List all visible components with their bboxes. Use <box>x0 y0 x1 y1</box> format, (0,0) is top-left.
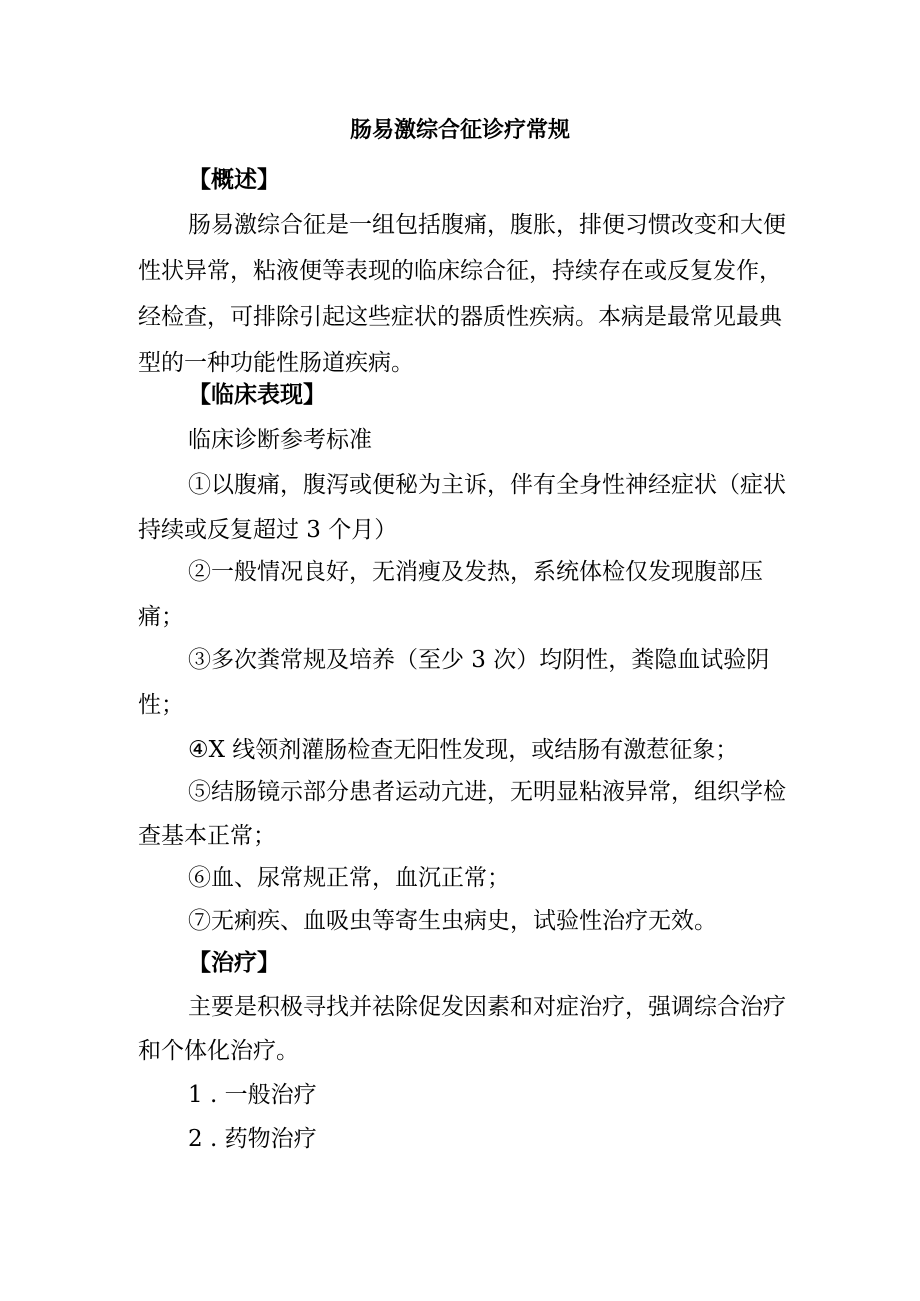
section-heading-treatment: 【治疗】 <box>188 950 280 976</box>
criteria-line: ⑥血、尿常规正常，血沉正常； <box>188 865 510 891</box>
criteria-line: ⑦无痢疾、血吸虫等寄生虫病史，试验性治疗无效。 <box>188 908 717 934</box>
criteria-line: ①以腹痛，腹泻或便秘为主诉，伴有全身性神经症状（症状 <box>188 472 786 498</box>
criteria-line: 查基本正常； <box>138 823 276 849</box>
list-item-general-treatment: 1 . 一般治疗 <box>188 1082 317 1108</box>
list-item-drug-treatment: 2 . 药物治疗 <box>188 1126 317 1152</box>
paragraph-line: 和个体化治疗。 <box>138 1038 299 1064</box>
document-title: 肠易激综合征诊疗常规 <box>349 118 570 143</box>
subheading-diagnostic-criteria: 临床诊断参考标准 <box>188 427 372 453</box>
paragraph-line: 肠易激综合征是一组包括腹痛，腹胀，排便习惯改变和大便 <box>188 212 786 238</box>
criteria-line: 持续或反复超过 3 个月） <box>138 517 398 543</box>
section-heading-overview: 【概述】 <box>188 167 280 193</box>
criteria-line: ⑤结肠镜示部分患者运动亢进，无明显粘液异常，组织学检 <box>188 779 786 805</box>
criteria-line: 痛； <box>138 604 184 630</box>
criteria-line: ②一般情况良好，无消瘦及发热，系统体检仅发现腹部压 <box>188 559 763 585</box>
paragraph-line: 性状异常，粘液便等表现的临床综合征，持续存在或反复发作， <box>138 258 782 284</box>
section-heading-clinical: 【临床表现】 <box>188 382 326 408</box>
criteria-line: 性； <box>138 692 184 718</box>
paragraph-line: 经检查，可排除引起这些症状的器质性疾病。本病是最常见最典 <box>138 304 782 330</box>
criteria-line: ③多次粪常规及培养（至少 3 次）均阴性，粪隐血试验阴 <box>188 647 770 673</box>
paragraph-line: 型的一种功能性肠道疾病。 <box>138 350 414 376</box>
criteria-line: ④X 线领剂灌肠检查无阳性发现，或结肠有激惹征象； <box>188 737 739 763</box>
paragraph-line: 主要是积极寻找并祛除促发因素和对症治疗，强调综合治疗 <box>188 994 786 1020</box>
